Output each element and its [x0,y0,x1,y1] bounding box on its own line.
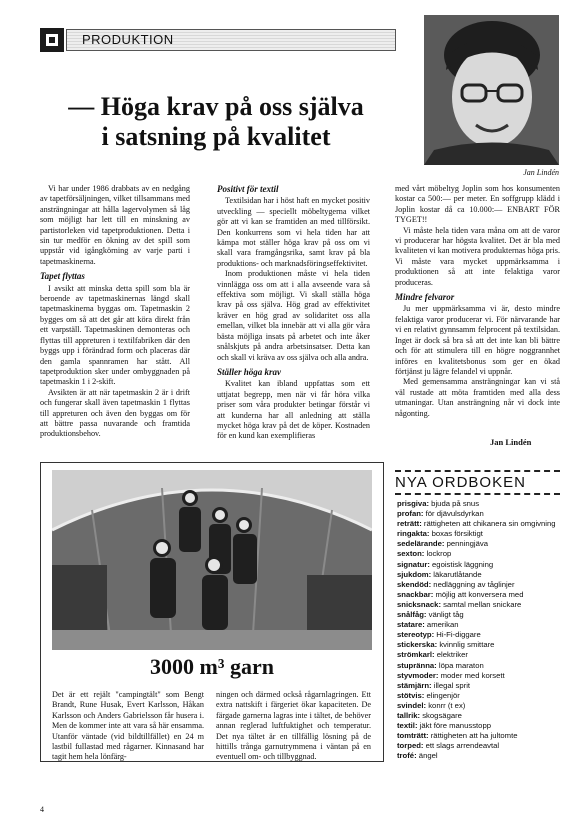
dictionary-term: reträtt: [397,519,422,529]
dictionary-entry [397,650,557,660]
dictionary-definition: elingenjör [424,690,460,700]
article-column-1 [40,184,190,440]
dictionary-title: NYA ORDBOKEN [395,474,526,491]
dictionary-definition: moder med korsett [438,670,505,680]
dictionary-entry [397,610,557,620]
paragraph: Med gemensamma ansträngningar kan vi stå väl rustade att möta framtiden med alla dess utmaningar. Utan ansträngning når vi dock inte någonting. [395,377,560,418]
dictionary-list [397,499,557,761]
dictionary-entry [397,560,557,570]
dictionary-entry [397,499,557,509]
dictionary-entry [397,691,557,701]
subheading: Ställer höga krav [217,366,282,377]
dictionary-entry [397,539,557,549]
dictionary-term: stickerska: [397,640,438,650]
caption-text: Det är ett rejält "campingtält" som Bengt Brandt, Rune Husak, Evert Karlsson, Håkan Karlsson och Anders Gabrielsson får husera i. Men de kommer inte att vara så här ensamma. Utanför väntade (vid bildtillfället) en 24 m lastbil fullastad med rågarner. Kinnasand har tagit hem hela lönfärg- [52,690,204,762]
dictionary-entry [397,751,557,761]
subheading: Positivt för textil [217,184,279,194]
dictionary-definition: boxas försiktigt [429,529,483,539]
dictionary-definition: rättigheten att ha jultomte [428,731,518,741]
paragraph: Kvalitet kan ibland uppfattas som ett uttjatat begrepp, men när vi får höra vilka priser som våra produkter betingar förstår vi att kunderna har all anledning att ställa mycket höga krav på det de köper. Kostnaden för en kund kan exemplifieras [217,379,370,441]
dictionary-term: tallrik: [397,710,421,720]
subheading: Mindre felvaror [395,292,455,303]
dictionary-definition: konrr (t ex) [426,700,466,710]
subheading: Tapet flyttas [40,271,85,282]
dictionary-definition: rättigheten att chikanera sin omgivning [421,519,556,529]
dictionary-definition: läkarutlåtande [431,569,482,579]
dictionary-term: tomträtt: [397,731,429,741]
dictionary-term: snålfåg: [397,610,427,620]
dictionary-term: ringakta: [397,529,430,539]
dictionary-definition: Hi-Fi-diggare [434,630,481,640]
dictionary-term: profan: [397,509,424,519]
portrait-image [424,15,559,165]
paragraph: med vårt möbeltyg Joplin som hos konsumenten kostar ca 500:— per meter. En soffgrupp klädd i Joplin kostar då ca 10.000:— ENBART FÖR TYGET!! [395,184,560,225]
dictionary-term: statare: [397,620,425,630]
dictionary-entry [397,549,557,559]
paragraph: Vi har under 1986 drabbats av en nedgång av tapetförsäljningen, vilket tillsammans med ansträngningar att hålla lagervolymen så låg som möjligt har lett till en minskning av partistorleken vid tapetproduktionen. Detta i sin tur medför en ökning av det spill som uppstår vid igångkörning av varje parti i tapetmaskinerna. [40,184,190,266]
dictionary-term: stötvis: [397,690,425,700]
dictionary-term: stämjärn: [397,680,432,690]
dictionary-term: snicksnack: [397,599,442,609]
dictionary-entry [397,741,557,751]
dictionary-term: textil: [397,721,418,731]
dictionary-entry [397,681,557,691]
dictionary-term: trofé: [397,751,417,761]
dictionary-entry [397,721,557,731]
article-column-2 [217,184,370,442]
dictionary-definition: ängel [416,751,438,761]
dictionary-definition: egoistisk läggning [429,559,494,569]
dictionary-definition: kvinnlig smittare [437,640,495,650]
dictionary-definition: bjuda på snus [429,499,480,508]
section-label: PRODUKTION [82,32,174,47]
paragraph: I avsikt att minska detta spill som bla är beroende av tapetmaskinernas längd skall tapetmaskinerna byggas om. Tapetmaskin 2 bygges om så att det går att köra direkt från ett varpställ. Tapetmaskinen demonteras och flyttas till appreturen i textilfabriken där den byggs upp i förändrad form och placeras där den gamla spannramen har stått. All tapetproduktion sker under ombyggnaden på tapetmaskin 1 i 2-skift. [40,283,190,387]
tent-photo-image [52,470,372,650]
dictionary-term: styvmoder: [397,670,439,680]
dictionary-definition: lockrop [424,549,452,559]
dictionary-definition: amerikan [424,620,459,630]
dictionary-entry [397,671,557,681]
dictionary-definition: ett slags arrendeavtal [423,741,500,751]
paragraph: Textilsidan har i höst haft en mycket positiv utveckling — speciellt möbeltygerna vilket gör att vi kan se framtiden an med tillförsikt. Den konkurrens som vi hela tiden har att kämpa mot ställer höga krav på oss om vi skall vara framgångsrika, samt krav på bla produktions- och marknadsföringseffektivitet. [217,196,370,268]
dictionary-term: sjukdom: [397,569,432,579]
headline [46,92,386,152]
dictionary-definition: möjlig att konversera med [433,589,524,599]
dictionary-entry [397,661,557,671]
dictionary-definition: penningjäva [444,539,489,549]
dictionary-term: sedelärande: [397,539,445,549]
photo-title: 3000 m³ garn [150,654,274,679]
dictionary-entry [397,731,557,741]
dictionary-term: skendöd: [397,579,432,589]
portrait-photo [424,15,559,165]
dictionary-entry [397,519,557,529]
caption-text: ningen och därmed också rågarnlagringen. Ett extra nattskift i färgeriet ökar kapaciteten. De färgade garnerna lagras inte i tältet, de behöver annan reglerad luftfuktighet och temperatur. Det nya tältet är en tillfällig lösning på de hittills trånga garnutrymmena i väntan på en eventuell om- och tillbyggnad. [216,690,371,762]
dictionary-entry [397,529,557,539]
dictionary-term: sexton: [397,549,425,559]
dictionary-term: strömkarl: [397,650,435,660]
portrait-caption: Jan Lindén [523,168,559,177]
headline-line-2: i satsning på kvalitet [101,122,331,151]
dictionary-entry [397,711,557,721]
dictionary-definition: skogsägare [420,710,462,720]
dictionary-term: signatur: [397,559,430,569]
paragraph: Ju mer uppmärksamma vi är, desto mindre felaktiga varor producerar vi. För närvarande har vi en relativt gynnsamm felprocent på textilsidan. Inget är dock så bra så att det inte kan bli bättre och för att stimulera till en högre noggrannhet införes en kvalitetsbonus som ger en ökad förtjänst ju lägre felandel vi uppnår. [395,304,560,376]
dictionary-entry [397,630,557,640]
article-column-3 [395,184,560,419]
photo-caption-2 [216,690,371,763]
dictionary-term: prisgiva: [397,499,430,508]
paragraph: Inom produktionen måste vi hela tiden vinnlägga oss om att i alla avseende vara så effektiva som möjligt. Vi skall ställa höga krav på oss själva. Hög grad av effektivitet kräver en hög grad av solidaritet oss alla emellan, vilket bla innebär att vi alla gör våra bästa möjliga insats på arbetet och inte åker snålskjuts på andra arbetsinsatser. Detta kan och skall vi kräva av oss själva och alla andra. [217,269,370,362]
tent-photo [52,470,372,650]
headline-line-1: — Höga krav på oss själva [68,92,364,121]
dictionary-term: stereotyp: [397,630,435,640]
section-marker-icon [40,28,64,52]
paragraph: Vi måste hela tiden vara måna om att de varor vi producerar har högsta kvalitet. Det är bla med kvaliteten vi kan motivera produkternas höga pris. Vi måste vara mycket uppmärksamma i produktionen så att inte felaktiga varor produceras. [395,225,560,287]
dictionary-definition: för djävulsdyrkan [423,509,484,519]
dictionary-entry [397,580,557,590]
dashed-divider [395,493,560,495]
dictionary-term: stupränna: [397,660,437,670]
dictionary-definition: vänligt tåg [426,610,464,620]
dictionary-entry [397,600,557,610]
dictionary-definition: illegal sprit [431,680,471,690]
dictionary-definition: löpa maraton [436,660,484,670]
author-signature: Jan Lindén [490,437,532,447]
dictionary-definition: elektriker [434,650,468,660]
dictionary-entry [397,620,557,630]
dictionary-definition: samtal mellan snickare [441,599,522,609]
dictionary-term: svindel: [397,700,427,710]
photo-caption-1 [52,690,204,763]
dashed-divider [395,470,560,472]
dictionary-term: torped: [397,741,424,751]
dictionary-definition: jäkt före manusstopp [417,721,492,731]
page-number: 4 [40,805,44,814]
dictionary-entry [397,509,557,519]
dictionary-term: snackbar: [397,589,434,599]
dictionary-entry [397,590,557,600]
dictionary-entry [397,570,557,580]
paragraph: Avsikten är att när tapetmaskin 2 är i drift och fungerar skall även tapetmaskin 1 flyttas till appreturen och även den byggas om för att bättre passa nuvarande och framtida produktionsbehov. [40,387,190,439]
dictionary-definition: nedläggning av tåglinjer [431,579,515,589]
dictionary-entry [397,701,557,711]
dictionary-entry [397,640,557,650]
